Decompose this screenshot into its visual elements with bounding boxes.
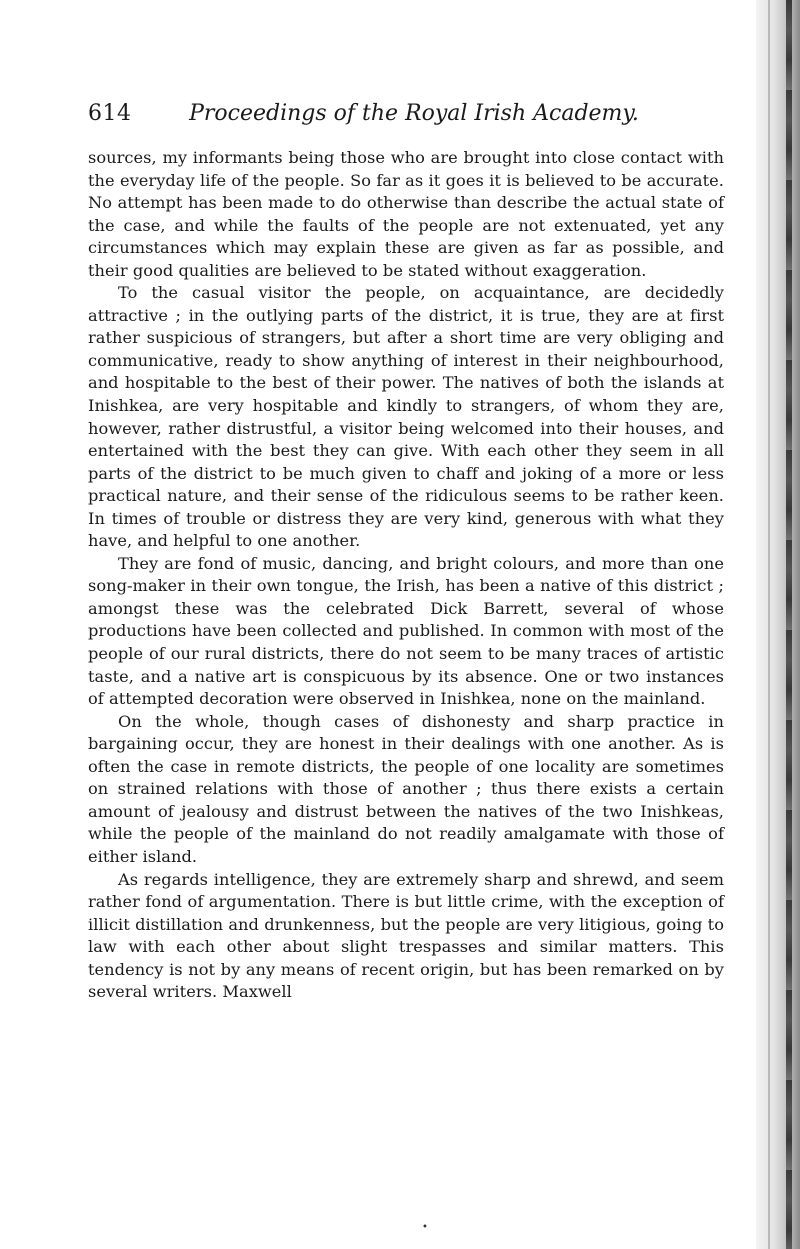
paragraph-3: They are fond of music, dancing, and bright colours, and more than one song-maker in their own tongue, the Irish, has been a native of this district ; amongst these was the celebrated Dick Barrett, several of whose productions have been collected and published. In common with most of the people of our rural districts, there do not seem to be many traces of artistic taste, and a native art is conspicuous by its absence. One or two instances of attempted decoration were observed in Inishkea, none on the mainland. — [88, 553, 724, 709]
paragraph-5: As regards intelligence, they are extremely sharp and shrewd, and seem rather fond of argumentation. There is but little crime, with the exception of illicit distillation and drunkenness, but the people are very litigious, going to law with each other about slight trespasses and similar matters. This tendency is not by any means of recent origin, but has been remarked on by several writers. Maxwell — [88, 869, 724, 1002]
page-edge-fold — [768, 0, 770, 1249]
running-title: Proceedings of the Royal Irish Academy. — [189, 101, 639, 126]
paragraph-4: On the whole, though cases of dishonesty and sharp practice in bargaining occur, they are honest in their dealings with one another. As is often the case in remote districts, the people of one locality are sometimes on strained relations with those of another ; thus there exists a certain amount of jealousy and distrust between the natives of the two Inishkeas, while the people of the mainland do not readily amalgamate with those of either island. — [88, 711, 724, 866]
paragraph-1: sources, my informants being those who are brought into close contact with the everyday life of the people. So far as it goes it is believed to be accurate. No attempt has been made to do otherwise than describe the actual state of the case, and while the faults of the people are not extenuated, yet any circumstances which may explain these are given as far as possible, and their good qualities are believed to be stated without exaggeration. — [88, 148, 724, 280]
binding-edge — [786, 0, 792, 1249]
page-header — [88, 101, 728, 137]
page-number: 614 — [88, 101, 132, 126]
paragraph-2: To the casual visitor the people, on acquaintance, are decidedly attractive ; in the outlying parts of the district, it is true, they are at first rather suspicious of strangers, but after a short time are very obliging and communicative, ready to show anything of interest in their neighbourhood, and hospitable to the best of their power. The natives of both the islands at Inishkea, are very hospitable and kindly to strangers, of whom they are, however, rather distrustful, a visitor being welcomed into their houses, and entertained with the best they can give. With each other they seem in all parts of the district to be much given to chaff and joking of a more or less practical nature, and their sense of the ridiculous seems to be rather keen. In times of trouble or distress they are very kind, generous with what they have, and helpful to one another. — [88, 283, 724, 551]
body-text — [88, 147, 724, 1004]
footer-mark: • — [422, 1222, 428, 1233]
page-edge-shadow — [756, 0, 800, 1249]
